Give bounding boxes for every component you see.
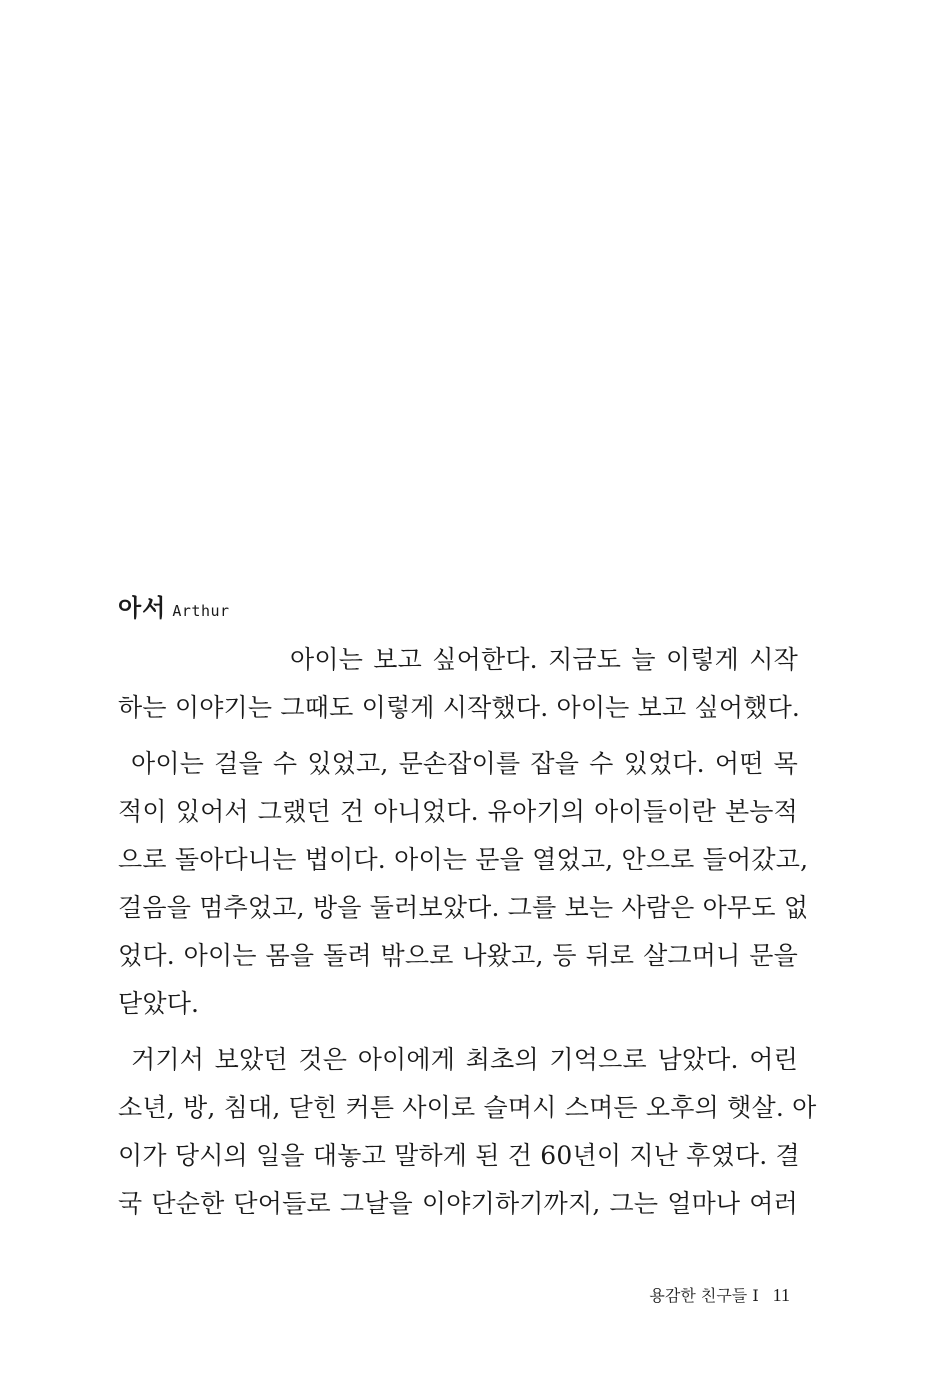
running-footer [649,1283,790,1306]
chapter-title-korean: 아서 [118,594,167,622]
footer-book-title: 용감한 친구들 I [649,1286,759,1305]
body-text [118,636,817,1228]
body-line: 거기서 보았던 것은 아이에게 최초의 기억으로 남았다. 어린 [131,1045,798,1074]
body-line: 걸음을 멈추었고, 방을 둘러보았다. 그를 보는 사람은 아무도 없 [118,893,809,922]
body-line: 었다. 아이는 몸을 돌려 밖으로 나왔고, 등 뒤로 살그머니 문을 [118,941,798,970]
body-line: 적이 있어서 그랬던 건 아니었다. 유아기의 아이들이란 본능적 [118,797,798,826]
body-line: 아이는 걸을 수 있었고, 문손잡이를 잡을 수 있었다. 어떤 목 [131,749,798,778]
body-line: 국 단순한 단어들로 그날을 이야기하기까지, 그는 얼마나 여러 [118,1189,798,1218]
chapter-heading [118,588,230,623]
body-line: 으로 돌아다니는 법이다. 아이는 문을 열었고, 안으로 들어갔고, [118,845,809,874]
body-line: 닫았다. [118,989,200,1018]
body-line: 이가 당시의 일을 대놓고 말하게 된 건 60년이 지난 후였다. 결 [118,1141,800,1170]
page-number: 11 [772,1285,790,1305]
body-line: 아이는 보고 싶어한다. 지금도 늘 이렇게 시작 [290,645,798,674]
chapter-title-english: Arthur [172,602,230,620]
body-line: 하는 이야기는 그때도 이렇게 시작했다. 아이는 보고 싶어했다. [118,693,801,722]
body-line: 소년, 방, 침대, 닫힌 커튼 사이로 슬며시 스며든 오후의 햇살. 아 [118,1093,817,1122]
